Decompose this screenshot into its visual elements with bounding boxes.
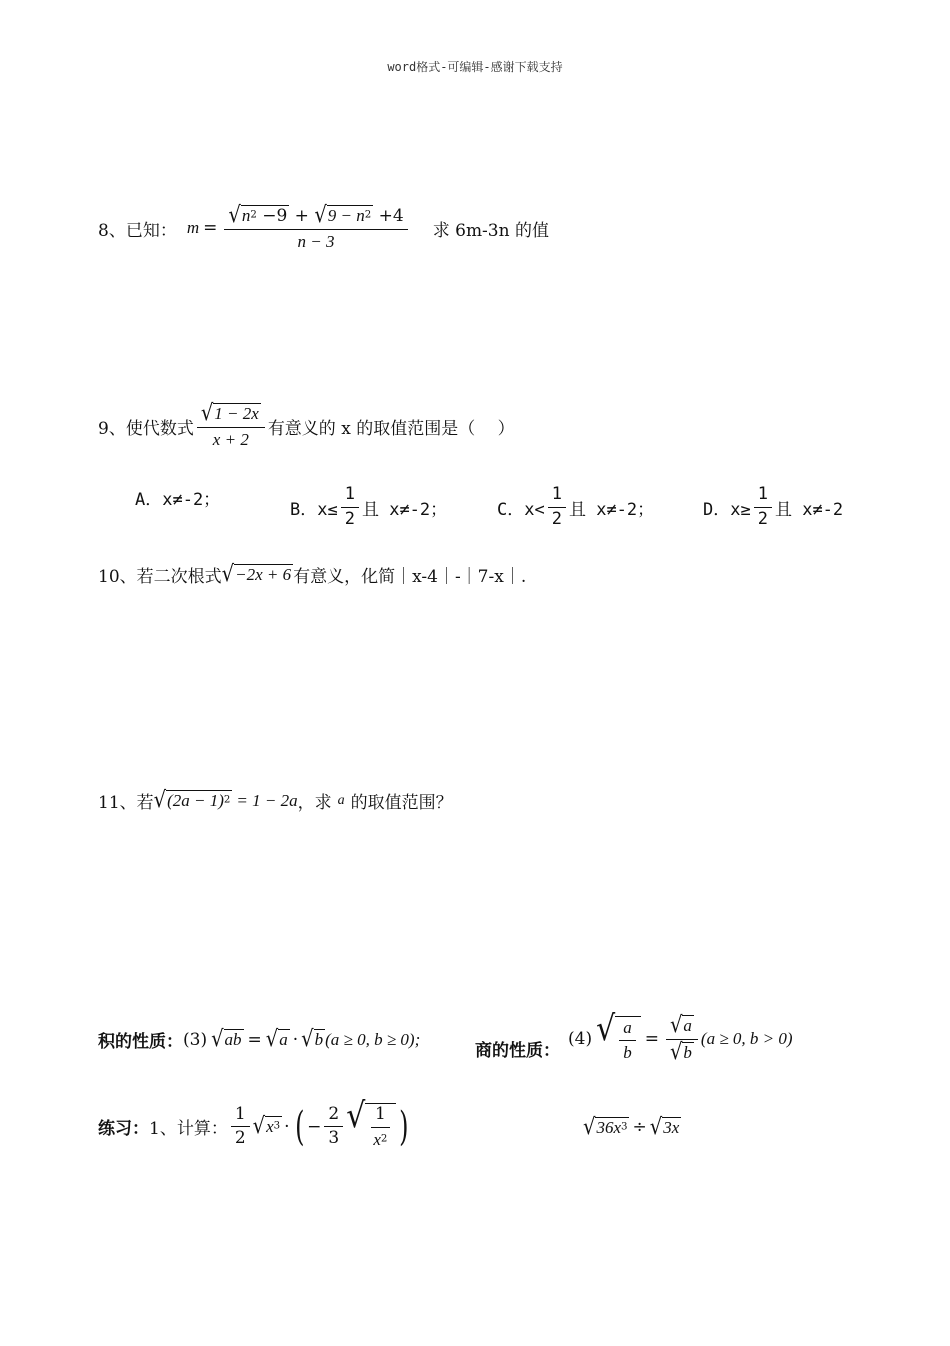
q10-sqrt: √ −2x + 6 (221, 560, 292, 587)
q9-choice-b: B．x≤ $\frac{1}{2}$ 且 x≠-2； (290, 484, 448, 529)
q9-sqrt: √ 1 − 2x (200, 399, 259, 426)
exercise-2: √ $36x^3$ ÷ √ 3x (583, 1113, 680, 1140)
q8-eq: = (203, 218, 218, 239)
q8-numerator (224, 201, 407, 230)
q8-fraction (224, 201, 407, 251)
q8-plus: + (294, 206, 309, 226)
q8-denominator: n − 3 (297, 231, 335, 251)
question-9 (98, 399, 515, 449)
q9-prefix: 9、使代数式 (98, 418, 194, 439)
q8-m: m (186, 218, 200, 238)
q8-prefix: 8、已知： (98, 220, 177, 241)
q8-sqrt-1: √ $n^2 -9$ (228, 201, 288, 228)
q9-choice-d: D．x≥ $\frac{1}{2}$ 且 x≠-2 (703, 484, 844, 529)
q9-choice-c: C．x< $\frac{1}{2}$ 且 x≠-2； (497, 484, 655, 529)
q9-suffix: 有意义的 x 的取值范围是（ ） (267, 418, 515, 439)
question-10: 10、若二次根式 √ −2x + 6 有意义，化简｜x-4｜-｜7-x｜. (98, 560, 527, 587)
q9-c-half: $\frac{1}{2}$ (548, 485, 566, 529)
exercise-1: 练习： 1、计算： $\frac{1}{2}$ √ $x^3$ · ( − $\frac{2}{3}$ √ $\frac{1}{x^2}$ ) (98, 1096, 409, 1150)
question-11: 11、若 √ $(2a - 1)^2$ = 1 − 2a ，求 a 的取值范围？ (98, 786, 453, 813)
q8-sqrt-2: √ $9 - n^2$ (314, 201, 372, 228)
q9-denominator: x + 2 (212, 429, 249, 449)
page-header: word格式-可编辑-感谢下载支持 (387, 60, 563, 74)
quotient-property: 商的性质： (4) √ $\frac{a}{b}$ = √ a √ b (a ≥ 0, b > 0) (475, 1009, 793, 1065)
product-property: 积的性质： (3) √ ab = √ a · √ b (a ≥ 0, b ≥ 0); (98, 1025, 421, 1052)
q9-d-half: $\frac{1}{2}$ (754, 485, 772, 529)
q8-num-tail: +4 (378, 206, 404, 226)
q11-sqrt: √ $(2a - 1)^2$ (153, 786, 231, 813)
q9-numerator (197, 399, 265, 428)
q9-fraction (197, 399, 265, 449)
q9-choice-a: A．x≠-2； (135, 490, 221, 510)
question-8 (98, 201, 549, 251)
q9-b-half: $\frac{1}{2}$ (341, 485, 359, 529)
q8-suffix: 求 6m-3n 的值 (432, 220, 549, 241)
